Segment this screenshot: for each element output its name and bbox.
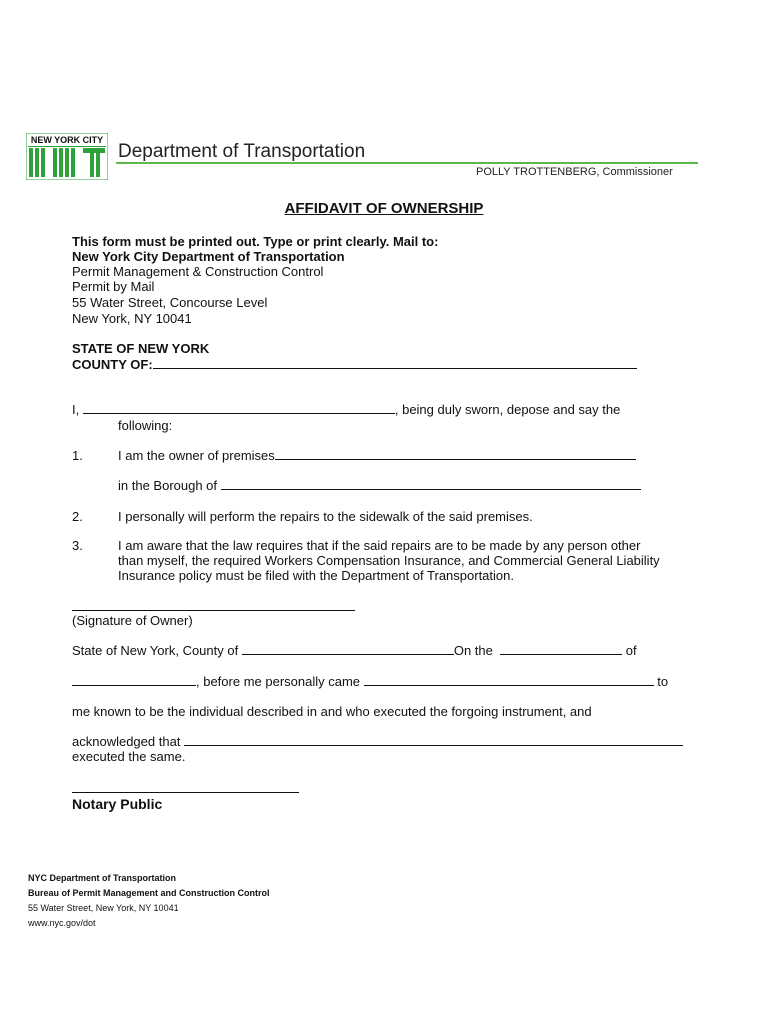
notary-label: Notary Public [72, 796, 163, 812]
mail-to-org: New York City Department of Transportation [72, 249, 345, 264]
footer-bureau: Bureau of Permit Management and Construction Control [28, 888, 270, 898]
before-me-label: , before me personally came [196, 674, 361, 689]
executed-text: executed the same. [72, 749, 186, 764]
department-title: Department of Transportation [118, 141, 366, 162]
header-rule [116, 162, 698, 164]
signature-label: (Signature of Owner) [72, 613, 193, 628]
borough-row [118, 478, 641, 493]
before-me-row [72, 674, 668, 689]
county-of-label: State of New York, County of [72, 643, 239, 658]
nyc-dot-logo [26, 133, 108, 180]
acknowledged-field[interactable] [184, 734, 683, 746]
county-row [72, 357, 637, 372]
notary-county-row [72, 643, 637, 658]
footer-org: NYC Department of Transportation [28, 873, 177, 883]
item2-number: 2. [72, 509, 83, 524]
acknowledged-row [72, 734, 683, 749]
mail-line-3: 55 Water Street, Concourse Level [72, 295, 268, 310]
day-field[interactable] [500, 643, 622, 655]
item1-row [118, 448, 636, 463]
signature-field[interactable] [72, 610, 355, 611]
oath-suffix: , being duly sworn, depose and say the [394, 402, 621, 417]
premises-field[interactable] [275, 448, 636, 460]
state-label: STATE OF NEW YORK [72, 341, 210, 356]
oath-following: following: [118, 418, 173, 433]
mail-line-2: Permit by Mail [72, 279, 155, 294]
item3-number: 3. [72, 538, 83, 553]
known-text: me known to be the individual described in and who executed the forgoing instrument, and [72, 704, 592, 719]
footer-website: www.nyc.gov/dot [28, 918, 96, 928]
item3-line-3: Insurance policy must be filed with the Department of Transportation. [118, 568, 514, 583]
borough-field[interactable] [221, 478, 641, 490]
of-label: of [625, 643, 637, 658]
month-field[interactable] [72, 674, 196, 686]
item1-text: I am the owner of premises [118, 448, 275, 463]
logo-city-text: NEW YORK CITY [30, 135, 104, 145]
owner-name-field[interactable] [83, 402, 395, 414]
notary-signature-field[interactable] [72, 792, 299, 793]
mail-line-1: Permit Management & Construction Control [72, 264, 324, 279]
to-label: to [657, 674, 669, 689]
footer-address: 55 Water Street, New York, NY 10041 [28, 903, 179, 913]
mail-line-4: New York, NY 10041 [72, 311, 192, 326]
commissioner-name: POLLY TROTTENBERG, Commissioner [476, 166, 673, 178]
notary-county-field[interactable] [242, 643, 454, 655]
county-label: COUNTY OF: [72, 357, 153, 372]
form-title: AFFIDAVIT OF OWNERSHIP [284, 200, 484, 217]
borough-label: in the Borough of [118, 478, 218, 493]
item2-text: I personally will perform the repairs to the sidewalk of the said premises. [118, 509, 533, 524]
item3-line-1: I am aware that the law requires that if the said repairs are to be made by any person other [118, 538, 641, 553]
item1-number: 1. [72, 448, 83, 463]
county-field[interactable] [153, 357, 637, 369]
acknowledged-label: acknowledged that [72, 734, 181, 749]
instructions: This form must be printed out. Type or print clearly. Mail to: [72, 234, 439, 249]
oath-prefix: I, [72, 402, 80, 417]
item3-line-2: than myself, the required Workers Compensation Insurance, and Commercial General Liability [118, 553, 660, 568]
appearing-person-field[interactable] [364, 674, 654, 686]
oath-row [72, 402, 620, 417]
on-the-label: On the [453, 643, 493, 658]
